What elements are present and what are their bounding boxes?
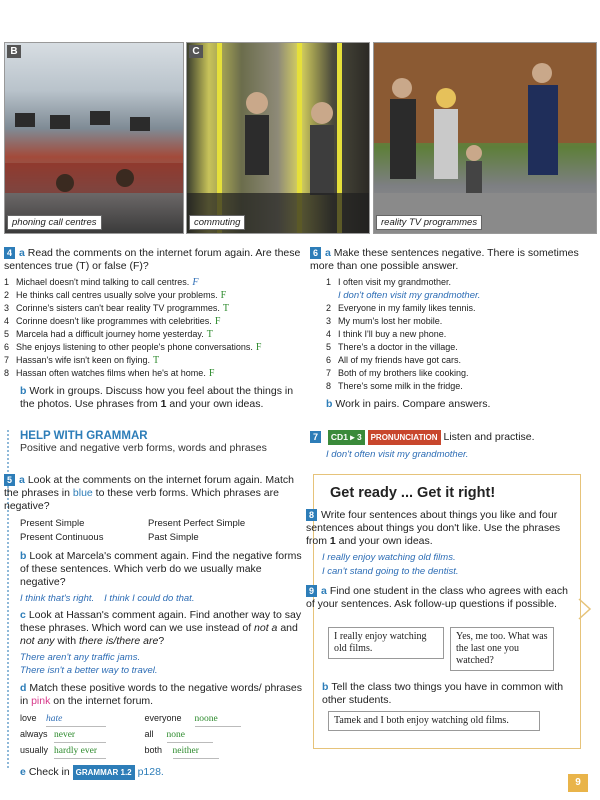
answer-mark: F xyxy=(208,368,215,379)
exercise-9a: 9 a Find one student in the class who agrees with each of your sentences. Ask follow-up questions if possible. xyxy=(306,585,568,610)
grammar-reference-page[interactable]: p128. xyxy=(137,766,164,778)
word-pair-row: usually hardly ever both neither xyxy=(20,743,302,759)
page-number: 9 xyxy=(568,774,588,792)
reality-tv-illustration xyxy=(374,43,596,233)
exercise-6a-text: Make these sentences negative. There is sometimes more than one possible answer. xyxy=(310,247,579,272)
exercise-7-number: 7 xyxy=(310,431,321,443)
photo-reality-tv xyxy=(373,42,597,234)
photo-caption-d: reality TV programmes xyxy=(376,215,482,230)
pronunciation-tag: PRONUNCIATION xyxy=(368,430,441,445)
photo-letter-c: C xyxy=(189,45,203,58)
list-item: 8 Hassan often watches films when he's at home. F xyxy=(4,368,215,379)
word-pairs xyxy=(4,711,302,759)
exercise-9b: b Tell the class two things you have in common with other students. xyxy=(322,681,564,706)
commuting-illustration xyxy=(187,43,369,233)
list-item: 4 Corinne doesn't like programmes with celebrities. F xyxy=(4,316,221,327)
list-item: 3 My mum's lost her mobile. xyxy=(326,316,443,326)
exercise-4a-label: a xyxy=(19,247,25,259)
list-item: 4 I think I'll buy a new phone. xyxy=(326,329,447,339)
answer-mark: T xyxy=(153,355,160,366)
verb-forms: Present Simple Present Perfect Simple Present Continuous Past Simple xyxy=(20,518,246,543)
photo-call-centre xyxy=(4,42,184,234)
exercise-6-items xyxy=(310,276,590,393)
list-item: 6 All of my friends have got cars. xyxy=(326,355,462,365)
grammar-title: HELP WITH GRAMMAR xyxy=(20,430,148,442)
list-item: 8 There's some milk in the fridge. xyxy=(326,381,463,391)
get-ready-title: Get ready ... Get it right! xyxy=(330,485,496,501)
list-item: 2 Everyone in my family likes tennis. xyxy=(326,303,476,313)
word-pair-row: always never all none xyxy=(20,727,302,743)
exercise-5c: c Look at Hassan's comment again. Find another way to say these phrases. Which word can we use instead of not a and not any with there is/there are? xyxy=(20,609,302,647)
exercise-8-examples: I really enjoy watching old films. I can't stand going to the dentist. xyxy=(322,552,459,577)
exercise-9-number: 9 xyxy=(306,585,317,597)
cd-track-tag[interactable]: CD1 ▸ 3 xyxy=(328,430,365,445)
speech-bubble-3: Tamek and I both enjoy watching old films. xyxy=(328,711,540,731)
exercise-6: 6 a Make these sentences negative. There is sometimes more than one possible answer. 1 I often visit my grandmother. I don't often visit my grandmother. 2 Everyone in my family likes tennis. 3 My mum's lost her mobile. 4 I think I'll buy a new phone. 5 There's a doctor in the village. 6 All of my friends have got cars. 7 Both of my brothers like cooking. 8 There's some milk in the fridge. b Work in pairs. Compare answers. xyxy=(310,247,590,411)
help-with-grammar xyxy=(20,430,300,455)
exercise-5d: d Match these positive words to the negative words/ phrases in pink on the internet forum. xyxy=(20,682,302,707)
list-item: 5 Marcela had a difficult journey home yesterday. T xyxy=(4,329,213,340)
exercise-4a-text: Read the comments on the internet forum again. Are these sentences true (T) or false (F)? xyxy=(4,247,301,272)
list-item: 2 He thinks call centres usually solve your problems. F xyxy=(4,290,227,301)
exercise-4b: b Work in groups. Discuss how you feel about the things in the photos. Use phrases from 1 and your own ideas. xyxy=(20,385,294,410)
exercise-5-number: 5 xyxy=(4,474,15,486)
photo-caption-c: commuting xyxy=(189,215,245,230)
list-item-example: I don't often visit my grandmother. xyxy=(338,290,481,301)
grammar-subtitle: Positive and negative verb forms, words and phrases xyxy=(20,442,267,454)
exercise-4 xyxy=(4,247,302,411)
list-item: 1 I often visit my grandmother. xyxy=(326,277,452,287)
exercise-4-items xyxy=(4,276,302,380)
list-item: 7 Both of my brothers like cooking. xyxy=(326,368,469,378)
answer-mark: F xyxy=(214,316,221,327)
answer-mark: F xyxy=(220,290,227,301)
list-item: 7 Hassan's wife isn't keen on flying. T xyxy=(4,355,160,366)
speech-bubble-1: I really enjoy watching old films. xyxy=(328,627,444,659)
list-item: 1 Michael doesn't mind talking to call centres. F xyxy=(4,277,199,288)
exercise-7-text: Listen and practise. xyxy=(443,431,535,443)
list-item: 5 There's a doctor in the village. xyxy=(326,342,458,352)
exercise-8-number: 8 xyxy=(306,509,317,521)
list-item: 3 Corinne's sisters can't bear reality TV programmes. T xyxy=(4,303,229,314)
arrow-right-icon xyxy=(578,598,592,620)
list-item: 6 She enjoys listening to other people's phone conversations. F xyxy=(4,342,262,353)
photo-commuting xyxy=(186,42,370,234)
answer-mark: F xyxy=(255,342,262,353)
grammar-reference-tag[interactable]: GRAMMAR 1.2 xyxy=(73,765,135,780)
photo-caption-b: phoning call centres xyxy=(7,215,102,230)
photo-letter-b: B xyxy=(7,45,21,58)
word-pair-row: love hate everyone noone xyxy=(20,711,302,727)
exercise-5b: b Look at Marcela's comment again. Find the negative forms of these sentences. Which verb do we usually make negative? xyxy=(20,550,302,588)
exercise-5b-examples: I think that's right. I think I could do that. xyxy=(20,593,195,604)
answer-mark: T xyxy=(222,303,229,314)
get-ready-box xyxy=(306,474,581,749)
call-centre-illustration xyxy=(5,43,183,233)
speech-bubble-2: Yes, me too. What was the last one you watched? xyxy=(450,627,554,671)
exercise-5c-examples: There aren't any traffic jams. There isn't a better way to travel. xyxy=(20,652,158,676)
answer-mark: F xyxy=(192,277,199,288)
exercise-5e: e Check in GRAMMAR 1.2 p128. xyxy=(20,766,164,778)
exercise-5: 5 a Look at the comments on the internet forum again. Match the phrases in blue to these verb forms. Which phrases are negative? Present Simple Present Perfect Simple Present Continuous Past Simple b Look at Marcela's comment again. Find the negative forms of these sentences. Which verb do we usually make negative? I think that's right. I think I could do that. c Look at Hassan's comment again. Find another way to say these phrases. Which word can we use instead of not a and not any with there is/there are? There aren't any traffic jams. There isn't a better way to travel. d Match these positive words to the negative words/ phrases in pink on the internet forum. love hate everyone noone always never all none usually hardly ever both neither e Check in GRAMMAR 1.2 p128. xyxy=(4,474,302,778)
exercise-7 xyxy=(310,430,590,460)
exercise-7-example: I don't often visit my grandmother. xyxy=(326,449,469,460)
exercise-8: 8 Write four sentences about things you like and four sentences about things you don't like. Use the phrases from 1 and your own ideas. xyxy=(306,509,561,547)
exercise-6b: b Work in pairs. Compare answers. xyxy=(326,398,491,410)
exercise-4-number: 4 xyxy=(4,247,15,259)
exercise-6-number: 6 xyxy=(310,247,321,259)
answer-mark: T xyxy=(206,329,213,340)
